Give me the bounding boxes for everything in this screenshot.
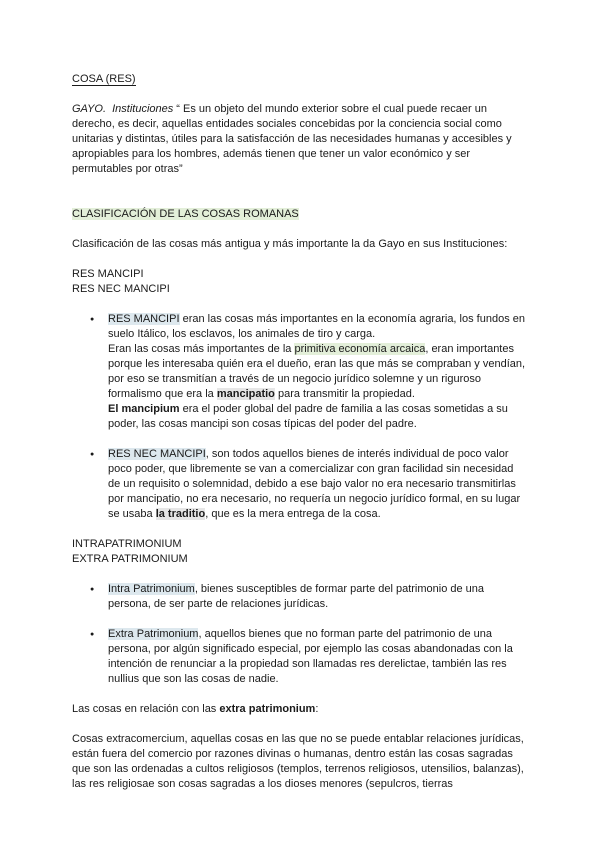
intra-patrimonium-term: Intra Patrimonium (108, 583, 195, 595)
patrimonium-bullet-list (72, 582, 528, 687)
list-item-res-mancipi (72, 312, 528, 432)
res-mancipi-text2c: para transmitir la propiedad. (274, 388, 415, 400)
res-mancipi-term: RES MANCIPI (108, 313, 180, 325)
extra-patrimonium-term: Extra Patrimonium (108, 628, 199, 640)
gayo-definition (72, 102, 528, 177)
extracomercium-paragraph: Cosas extracomercium, aquellas cosas en las que no se puede entablar relaciones jurídicas, están fuera del comercio por razones divinas o humanas, dentro están las cosas sagradas que son las ordenadas a cultos religiosos (templos, terrenos religiosos, utensilios, balanzas), las res religiosae son cosas sagradas a los dioses menores (sepulcros, tierras (72, 733, 524, 790)
traditio-term: la traditio (155, 508, 206, 520)
res-bullet-list (72, 312, 528, 522)
list-item-extra-patrimonium (72, 627, 528, 687)
heading-clasificacion-text: CLASIFICACIÓN DE LAS COSAS ROMANAS (72, 208, 299, 220)
relacion-extra-patrimonium (72, 702, 528, 717)
res-mancipi-text3: era el poder global del padre de familia a las cosas sometidas a su poder, las cosas mancipi son cosas típicas del poder del padre. (108, 403, 508, 430)
res-nec-mancipi-text1: , son todos aquellos bienes de interés individual de poco valor poco poder, que libremente se van a comercializar con gran facilidad sin necesidad de un requisito o solemnidad, debido a ese bajo valor no era necesario transmitirlas por mancipatio, no era necesario, no requería un negocio jurídico formal, en su lugar se usaba (108, 448, 521, 520)
heading-cosa-res-text: COSA (RES) (72, 73, 136, 85)
extra-patrimonium-text: , aquellos bienes que no forman parte del patrimonio de una persona, por algún significado especial, por ejemplo las cosas abandonadas con la intención de renunciar a la propiedad son llamadas res derelictae, también las res nullius que son las cosas de nadie. (108, 628, 513, 685)
res-mancipi-text1: eran las cosas más importantes en la economía agraria, los fundos en suelo Itálico, los esclavos, los animales de tiro y carga. (108, 313, 525, 340)
extrapatrimonium-label: EXTRA PATRIMONIUM (72, 553, 188, 565)
res-mancipi-text2b: , eran importantes porque les interesaba quién era el dueño, eran las que más se compraban y vendían, por eso se transmitían a través de un negocio jurídico solemne y un riguroso formalismo que era la (108, 343, 526, 400)
res-mancipi-label: RES MANCIPI (72, 268, 144, 280)
heading-clasificacion (72, 207, 528, 222)
list-item-intra-patrimonium (72, 582, 528, 612)
heading-cosa-res (72, 72, 528, 87)
clasificacion-intro: Clasificación de las cosas más antigua y más importante la da Gayo en sus Instituciones: (72, 238, 508, 250)
primitiva-economia-arcaica: primitiva economía arcaica (294, 343, 426, 355)
res-nec-mancipi-text2: , que es la mera entrega de la cosa. (205, 508, 381, 520)
list-item-res-nec-mancipi (72, 447, 528, 522)
gayo-author: GAYO. (72, 103, 107, 115)
res-mancipi-text2a: Eran las cosas más importantes de la (108, 343, 295, 355)
mancipium-term: El mancipium (108, 403, 180, 415)
gayo-work: Instituciones (112, 103, 174, 115)
mancipatio-term: mancipatio (216, 388, 275, 400)
gayo-quote: “ Es un objeto del mundo exterior sobre el cual puede recaer un derecho, es decir, aquellas entidades sociales concebidas por la conciencia social como unitarias y distintas, útiles para la satisfacción de las necesidades humanas y accesibles y apropiables para los hombres, además tienen que tener un valor económico y ser permutables por otras” (72, 103, 512, 175)
intrapatrimonium-label: INTRAPATRIMONIUM (72, 538, 182, 550)
res-nec-mancipi-label: RES NEC MANCIPI (72, 283, 170, 295)
relacion-colon: : (315, 703, 319, 715)
intra-patrimonium-text: , bienes susceptibles de formar parte del patrimonio de una persona, de ser parte de relaciones jurídicas. (108, 583, 485, 610)
relacion-bold: extra patrimonium (219, 703, 316, 715)
res-nec-mancipi-term: RES NEC MANCIPI (108, 448, 206, 460)
relacion-text: Las cosas en relación con las (72, 703, 220, 715)
